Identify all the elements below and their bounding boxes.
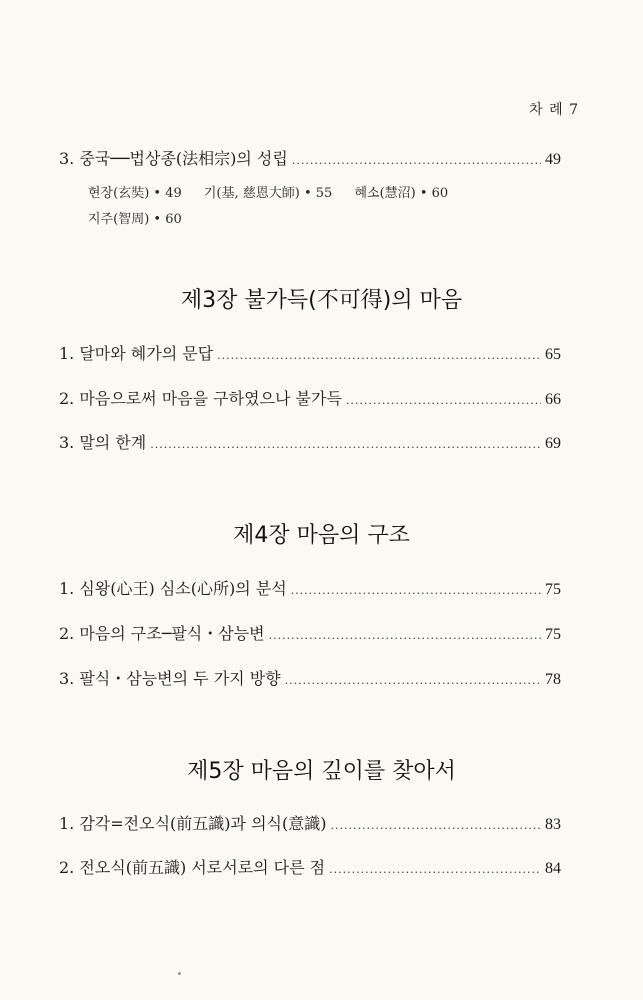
chapter-heading[interactable]: 제5장 마음의 깊이를 찾아서 xyxy=(187,759,456,784)
toc-entry-page: 75 xyxy=(545,581,561,598)
toc-entry-title: 3. 중국──법상종(法相宗)의 성립 xyxy=(59,149,288,168)
toc-entry-title: 1. 감각=전오식(前五識)과 의식(意識) xyxy=(59,814,327,833)
toc-entry-title: 3. 말의 한계 xyxy=(59,433,147,452)
toc-entry[interactable] xyxy=(59,576,561,599)
leader-dots xyxy=(285,674,541,687)
toc-entry-page: 83 xyxy=(545,816,561,833)
leader-dots xyxy=(150,438,541,451)
toc-entry[interactable] xyxy=(59,146,561,169)
toc-sub-entry[interactable]: 혜소(慧沼) • 60 xyxy=(354,186,449,201)
leader-dots xyxy=(346,394,541,407)
toc-entry-title: 2. 마음으로써 마음을 구하였으나 불가득 xyxy=(59,389,342,408)
toc-entry-title: 2. 마음의 구조─팔식・삼능변 xyxy=(59,624,265,643)
leader-dots xyxy=(330,819,541,832)
leader-dots xyxy=(292,154,541,167)
running-header: 차 례 7 xyxy=(529,102,579,118)
toc-entry[interactable] xyxy=(59,621,561,644)
toc-entry[interactable] xyxy=(59,855,561,878)
toc-sub-entry[interactable]: 지주(智周) • 60 xyxy=(88,212,182,227)
toc-entry[interactable] xyxy=(59,811,561,834)
leader-dots xyxy=(291,584,541,597)
toc-sub-entries xyxy=(88,208,200,227)
toc-entry[interactable] xyxy=(59,666,561,689)
chapter-heading[interactable]: 제3장 불가득(不可得)의 마음 xyxy=(180,288,463,313)
page-speck xyxy=(178,972,181,975)
toc-sub-entry[interactable]: 기(基, 慈恩大師) • 55 xyxy=(203,186,333,201)
toc-entry[interactable] xyxy=(59,386,561,409)
leader-dots xyxy=(329,863,541,876)
chapter-heading[interactable]: 제4장 마음의 구조 xyxy=(233,523,410,548)
toc-entry-title: 3. 팔식・삼능변의 두 가지 방향 xyxy=(59,669,281,688)
toc-entry-title: 2. 전오식(前五識) 서로서로의 다른 점 xyxy=(59,858,326,877)
toc-entry-page: 49 xyxy=(545,151,561,168)
toc-entry-page: 78 xyxy=(545,671,561,688)
toc-entry-title: 1. 심왕(心王) 심소(心所)의 분석 xyxy=(59,579,287,598)
toc-entry-page: 75 xyxy=(545,626,561,643)
leader-dots xyxy=(217,349,541,362)
toc-entry-page: 84 xyxy=(545,860,561,877)
toc-entry[interactable] xyxy=(59,430,561,453)
toc-entry-page: 69 xyxy=(545,435,561,452)
toc-entry-page: 66 xyxy=(545,391,561,408)
toc-sub-entries xyxy=(88,182,466,201)
toc-entry[interactable] xyxy=(59,341,561,364)
toc-sub-entry[interactable]: 현장(玄奘) • 49 xyxy=(88,186,182,201)
toc-entry-page: 65 xyxy=(545,346,561,363)
leader-dots xyxy=(269,629,541,642)
toc-entry-title: 1. 달마와 혜가의 문답 xyxy=(59,344,214,363)
